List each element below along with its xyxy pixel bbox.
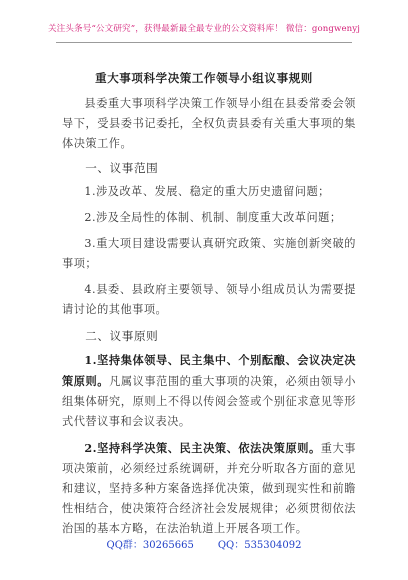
principle-2-text: 重大事项决策前，必须经过系统调研，并充分听取各方面的意见和建议，坚持多种方案备选择优决策，做到现实性和前瞻性相结合，使决策符合经济社会发展规律；必须贯彻依法治国的基本方略，在法治轨道上开展各项工作。	[62, 442, 356, 535]
scope-item-1: 1.涉及改革、发展、稳定的重大历史遗留问题；	[84, 185, 330, 198]
principle-paragraph-2	[62, 438, 356, 539]
section-heading-principles: 二、议事原则	[85, 329, 159, 343]
principle-2-title: 2.坚持科学决策、民主决策、依法决策原则。	[84, 441, 321, 455]
scope-item-2: 2.涉及全局性的体制、机制、制度重大改革问题；	[84, 211, 342, 224]
principle-1-text: 凡属议事范围的重大事项的决策，必须由领导小组集体研究，原则上不得以传阅会签或个别征求意见等形式代替议事和会议表决。	[62, 375, 356, 428]
principle-1-title: 1.坚持集体领导、民主集中、个别酝酿、会议决定决策原则。	[62, 353, 356, 388]
section-heading-scope: 一、议事范围	[85, 161, 159, 175]
scope-item-3: 3.重大项目建设需要认真研究政策、实施创新突破的事项；	[62, 237, 356, 270]
document-body	[62, 94, 356, 545]
footer-qq-group: QQ群：30265665	[106, 540, 194, 551]
header-divider	[56, 42, 352, 43]
scope-item-4: 4.县委、县政府主要领导、领导小组成员认为需要提请讨论的其他事项。	[62, 283, 356, 316]
footer-contact	[0, 536, 408, 551]
document-title: 重大事项科学决策工作领导小组议事规则	[95, 71, 313, 85]
principle-paragraph-1	[62, 350, 356, 432]
intro-paragraph: 县委重大事项科学决策工作领导小组在县委常委会领导下，受县委书记委托，全权负责县委有关重大事项的集体决策工作。	[62, 97, 356, 150]
footer-qq: QQ：535304092	[217, 540, 302, 551]
header-banner: 关注头条号“公文研究”，获得最新最全最专业的公文资料库！ 微信：gongwenyj	[47, 24, 361, 34]
